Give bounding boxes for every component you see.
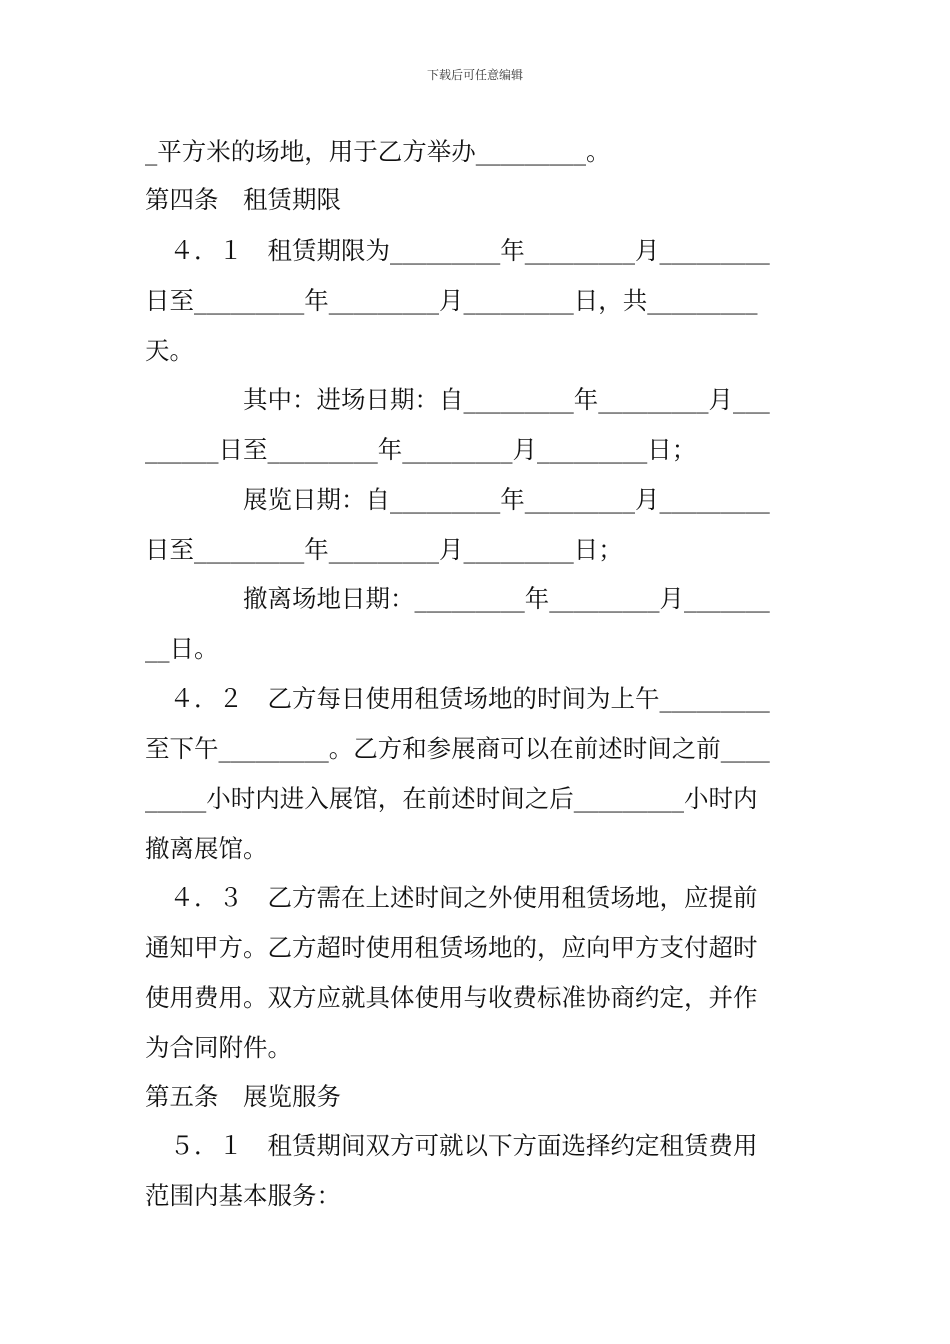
text-line: 撤离场地日期：_________年_________月_______ bbox=[145, 584, 770, 613]
text-line: 天。 bbox=[145, 336, 194, 365]
section-heading: 第四条 租赁期限 bbox=[145, 185, 341, 214]
text-line: _____小时内进入展馆，在前述时间之后_________小时内 bbox=[145, 784, 758, 813]
text-line: 使用费用。双方应就具体使用与收费标准协商约定，并作 bbox=[145, 983, 758, 1012]
text-line: 至下午_________。乙方和参展商可以在前述时间之前____ bbox=[145, 734, 770, 763]
text-line: ４．２ 乙方每日使用租赁场地的时间为上午_________ bbox=[145, 684, 770, 713]
text-line: 通知甲方。乙方超时使用租赁场地的，应向甲方支付超时 bbox=[145, 933, 758, 962]
text-line: 为合同附件。 bbox=[145, 1033, 292, 1062]
text-line: ４．１ 租赁期限为_________年_________月_________ bbox=[145, 236, 770, 265]
text-line: 日至_________年_________月_________日，共_________ bbox=[145, 286, 758, 315]
text-line: _平方米的场地，用于乙方举办_________。 bbox=[145, 137, 611, 166]
text-line: 其中：进场日期：自_________年_________月___ bbox=[145, 385, 770, 414]
text-line: 范围内基本服务： bbox=[145, 1181, 341, 1210]
text-line: 日至_________年_________月_________日； bbox=[145, 535, 623, 564]
text-line: 展览日期：自_________年_________月_________ bbox=[145, 485, 770, 514]
text-line: ______日至_________年_________月_________日； bbox=[145, 435, 697, 464]
section-heading: 第五条 展览服务 bbox=[145, 1082, 341, 1111]
text-line: __日。 bbox=[145, 634, 219, 663]
text-line: ４．３ 乙方需在上述时间之外使用租赁场地，应提前 bbox=[145, 883, 758, 912]
text-line: ５．１ 租赁期间双方可就以下方面选择约定租赁费用 bbox=[145, 1131, 758, 1160]
text-line: 撤离展馆。 bbox=[145, 834, 268, 863]
page-header: 下载后可任意编辑 bbox=[426, 68, 523, 82]
